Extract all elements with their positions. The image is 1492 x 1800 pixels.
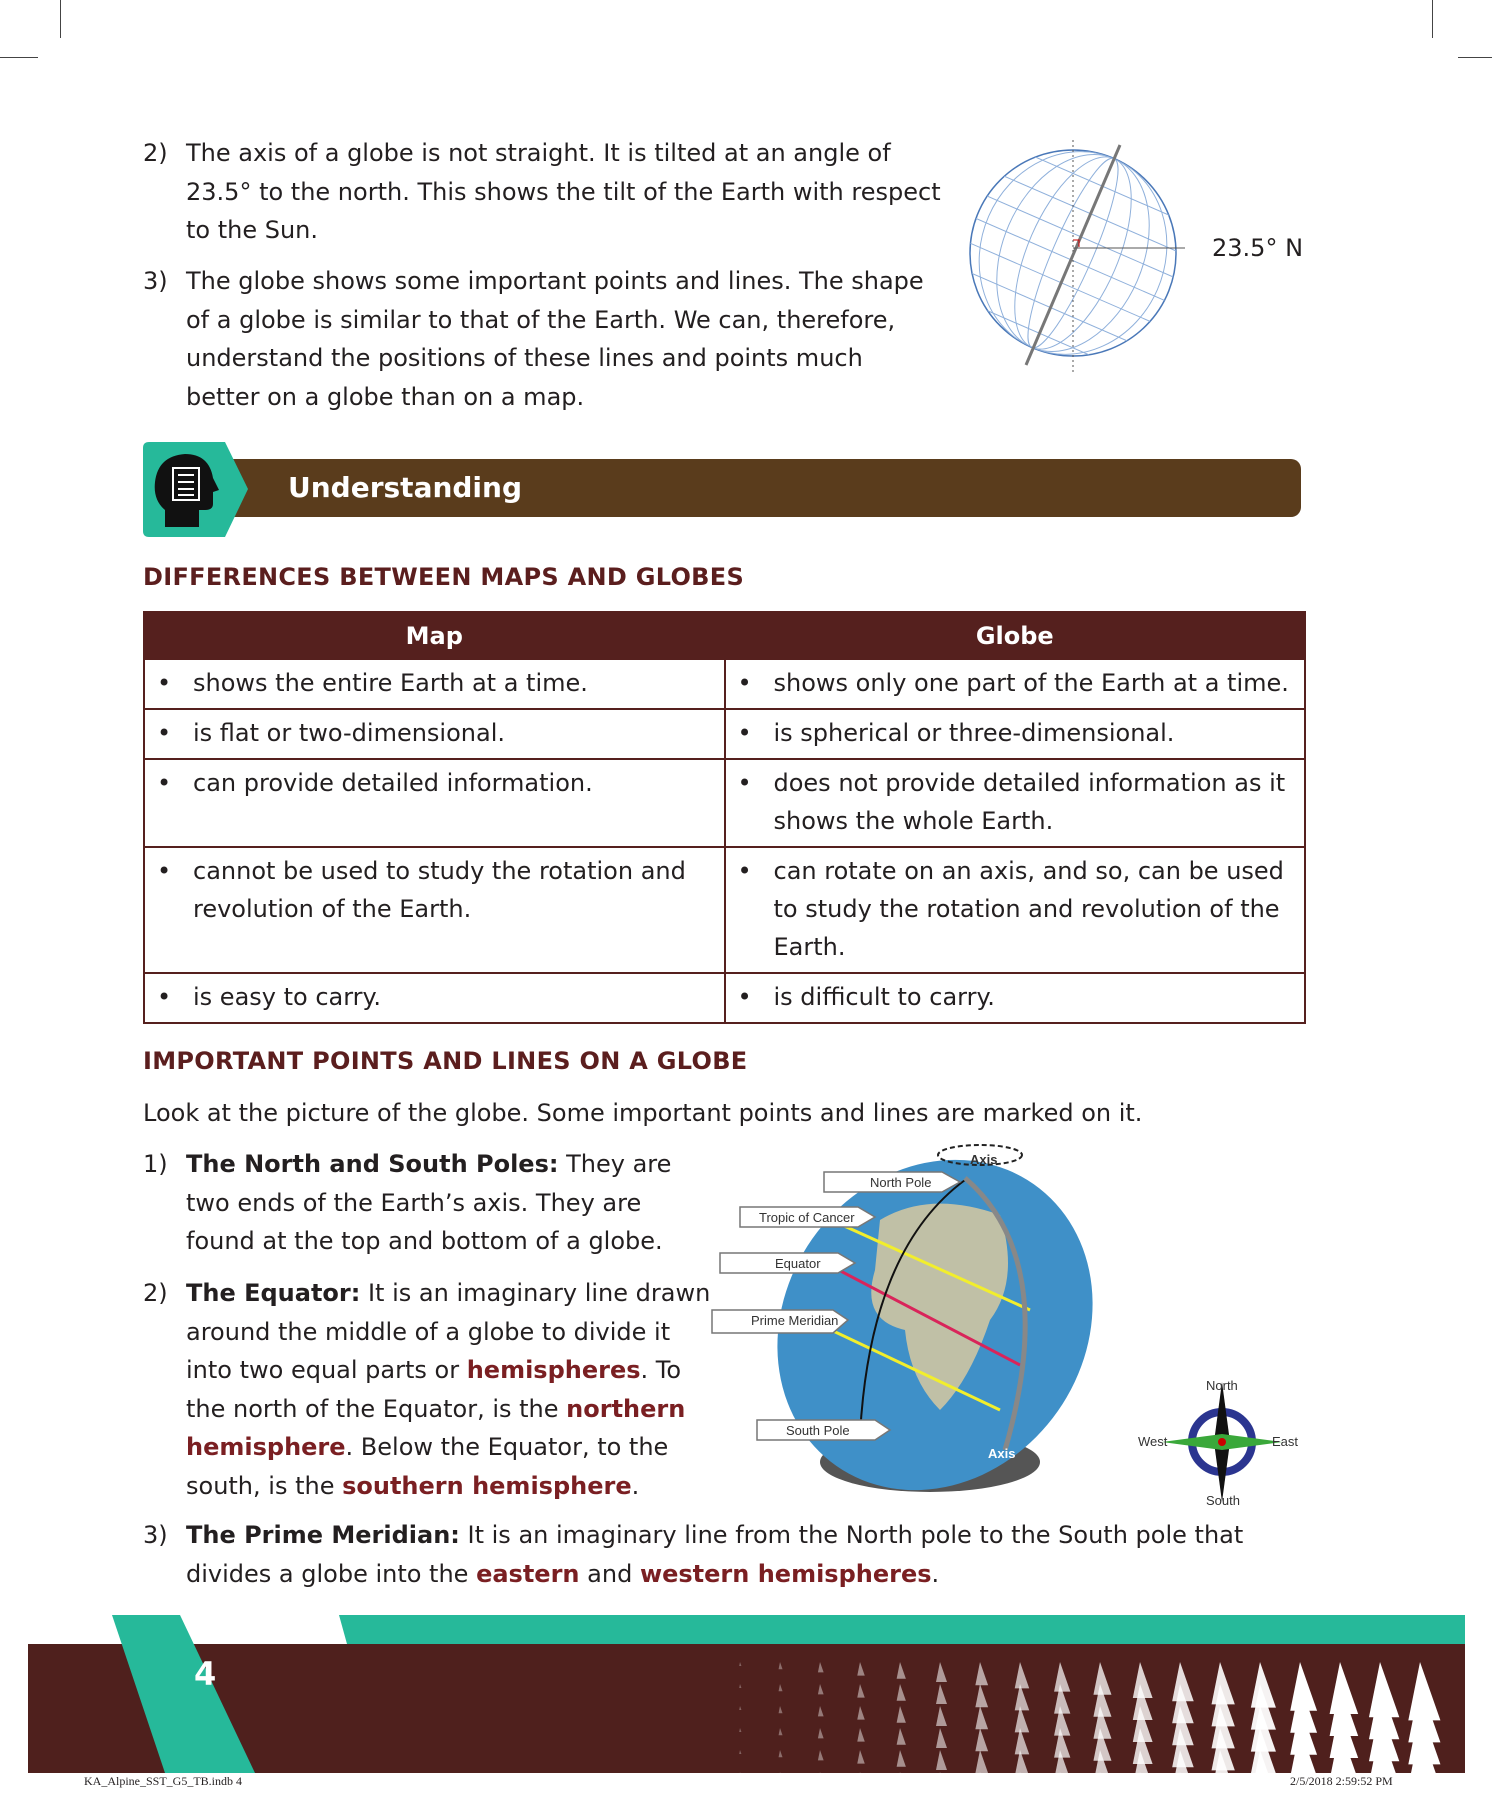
bullet: • bbox=[157, 769, 172, 797]
item-text: It is an imaginary line drawn around the middle of a globe to divide it into two equal parts or bbox=[186, 1279, 711, 1384]
label-equator: Equator bbox=[775, 1256, 821, 1271]
cell-text: is easy to carry. bbox=[193, 983, 381, 1011]
table-row bbox=[144, 759, 1305, 847]
label-axis-bottom: Axis bbox=[988, 1446, 1016, 1461]
crop-mark bbox=[1432, 0, 1433, 38]
pattern-triangle bbox=[897, 1772, 906, 1789]
column-header-globe: Globe bbox=[725, 612, 1306, 659]
highlight-term: southern hemisphere bbox=[342, 1471, 632, 1500]
table-row bbox=[144, 709, 1305, 759]
item-text: . To the north of the Equator, is the bbox=[186, 1356, 682, 1423]
map-cell bbox=[144, 659, 725, 709]
bullet: • bbox=[737, 983, 752, 1011]
globe-cell bbox=[725, 847, 1306, 973]
tilted-globe-diagram bbox=[960, 140, 1200, 380]
crop-mark bbox=[60, 0, 61, 38]
item-text: . bbox=[931, 1559, 940, 1588]
item-text: The globe shows some important points and lines. The shape of a globe is similar to that of the Earth. We can, therefore, understand the positions of these lines and points much better on a globe than on a map. bbox=[186, 267, 924, 411]
page-number: 4 bbox=[194, 1655, 217, 1693]
compass-north: North bbox=[1206, 1378, 1238, 1393]
item-text: and bbox=[579, 1559, 640, 1588]
item-number: 3) bbox=[143, 1521, 168, 1549]
footer-file-name: KA_Alpine_SST_G5_TB.indb 4 bbox=[84, 1774, 243, 1788]
map-cell bbox=[144, 847, 725, 973]
highlight-term: western hemispheres bbox=[639, 1559, 932, 1588]
cell-text: can rotate on an axis, and so, can be used to study the rotation and revolution of the Earth. bbox=[773, 857, 1284, 961]
map-cell bbox=[144, 709, 725, 759]
globe-cell bbox=[725, 973, 1306, 1023]
intro-item-2 bbox=[143, 134, 943, 250]
cell-text: is flat or two-dimensional. bbox=[193, 719, 505, 747]
label-tropic-of-cancer: Tropic of Cancer bbox=[759, 1210, 855, 1225]
highlight-term: hemispheres bbox=[466, 1356, 641, 1384]
pattern-triangle bbox=[857, 1772, 864, 1786]
cell-text: is spherical or three-dimensional. bbox=[773, 719, 1175, 747]
globe-cell bbox=[725, 659, 1306, 709]
bullet: • bbox=[157, 669, 172, 697]
cell-text: shows only one part of the Earth at a time. bbox=[773, 669, 1289, 697]
item-number: 2) bbox=[143, 1279, 168, 1307]
list-item-prime-meridian bbox=[143, 1516, 1283, 1593]
table-row bbox=[144, 973, 1305, 1023]
understanding-banner bbox=[214, 459, 1301, 517]
label-south-pole: South Pole bbox=[786, 1423, 850, 1438]
bullet: • bbox=[737, 769, 752, 797]
globe-cell bbox=[725, 709, 1306, 759]
pattern-triangle bbox=[936, 1772, 947, 1792]
list-item-poles bbox=[143, 1145, 713, 1261]
bullet: • bbox=[737, 669, 752, 697]
compass-rose-icon bbox=[1162, 1382, 1282, 1502]
highlight-term: eastern bbox=[476, 1559, 580, 1588]
cell-text: is difficult to carry. bbox=[773, 983, 995, 1011]
pattern-triangle bbox=[975, 1772, 988, 1795]
list-item-equator bbox=[143, 1274, 713, 1505]
bullet: • bbox=[157, 983, 172, 1011]
item-number: 1) bbox=[143, 1150, 168, 1178]
section-intro: Look at the picture of the globe. Some important points and lines are marked on it. bbox=[143, 1099, 1143, 1127]
compass-west: West bbox=[1138, 1434, 1168, 1449]
bullet: • bbox=[737, 857, 752, 885]
column-header-map: Map bbox=[144, 612, 725, 659]
banner-title: Understanding bbox=[288, 471, 523, 504]
bullet: • bbox=[157, 857, 172, 885]
label-north-pole: North Pole bbox=[870, 1175, 932, 1190]
item-text: They are two ends of the Earth’s axis. They are found at the top and bottom of a globe. bbox=[186, 1150, 672, 1255]
cell-text: does not provide detailed information as it shows the whole Earth. bbox=[773, 769, 1286, 835]
item-text: . Below the Equator, to the south, is the bbox=[186, 1433, 669, 1500]
head-checklist-icon bbox=[143, 442, 248, 537]
pattern-triangle bbox=[779, 1772, 783, 1779]
table-row bbox=[144, 659, 1305, 709]
item-title: The Equator: bbox=[186, 1279, 361, 1307]
labelled-globe-figure bbox=[700, 1120, 1492, 1520]
footer-timestamp: 2/5/2018 2:59:52 PM bbox=[1290, 1774, 1393, 1788]
bullet: • bbox=[157, 719, 172, 747]
globe-cell bbox=[725, 759, 1306, 847]
item-text: It is an imaginary line from the North pole to the South pole that divides a globe into the bbox=[186, 1521, 1244, 1588]
item-number: 2) bbox=[143, 139, 168, 167]
crop-mark bbox=[0, 57, 38, 58]
crop-mark bbox=[1458, 57, 1492, 58]
map-globe-comparison-table bbox=[143, 611, 1306, 1024]
item-number: 3) bbox=[143, 267, 168, 295]
section-heading: IMPORTANT POINTS AND LINES ON A GLOBE bbox=[143, 1047, 748, 1075]
tilt-angle-label: 23.5° N bbox=[1212, 234, 1304, 262]
pattern-triangle bbox=[818, 1772, 824, 1782]
section-heading: DIFFERENCES BETWEEN MAPS AND GLOBES bbox=[143, 563, 745, 591]
map-cell bbox=[144, 759, 725, 847]
compass-south: South bbox=[1206, 1493, 1240, 1508]
item-text: The axis of a globe is not straight. It is tilted at an angle of 23.5° to the north. This shows the tilt of the Earth with respect to the Sun. bbox=[186, 139, 941, 244]
highlight-term: northern hemisphere bbox=[186, 1394, 686, 1461]
item-title: The North and South Poles: bbox=[186, 1150, 559, 1178]
label-prime-meridian: Prime Meridian bbox=[751, 1313, 839, 1328]
map-cell bbox=[144, 973, 725, 1023]
item-text: . bbox=[631, 1471, 640, 1500]
cell-text: can provide detailed information. bbox=[193, 769, 593, 797]
compass-east: East bbox=[1272, 1434, 1299, 1449]
cell-text: cannot be used to study the rotation and revolution of the Earth. bbox=[193, 857, 686, 923]
intro-item-3 bbox=[143, 262, 943, 416]
label-axis-top: Axis bbox=[970, 1152, 998, 1167]
footer-band bbox=[0, 1600, 1492, 1800]
table-row bbox=[144, 847, 1305, 973]
bullet: • bbox=[737, 719, 752, 747]
item-title: The Prime Meridian: bbox=[186, 1521, 460, 1549]
cell-text: shows the entire Earth at a time. bbox=[193, 669, 588, 697]
